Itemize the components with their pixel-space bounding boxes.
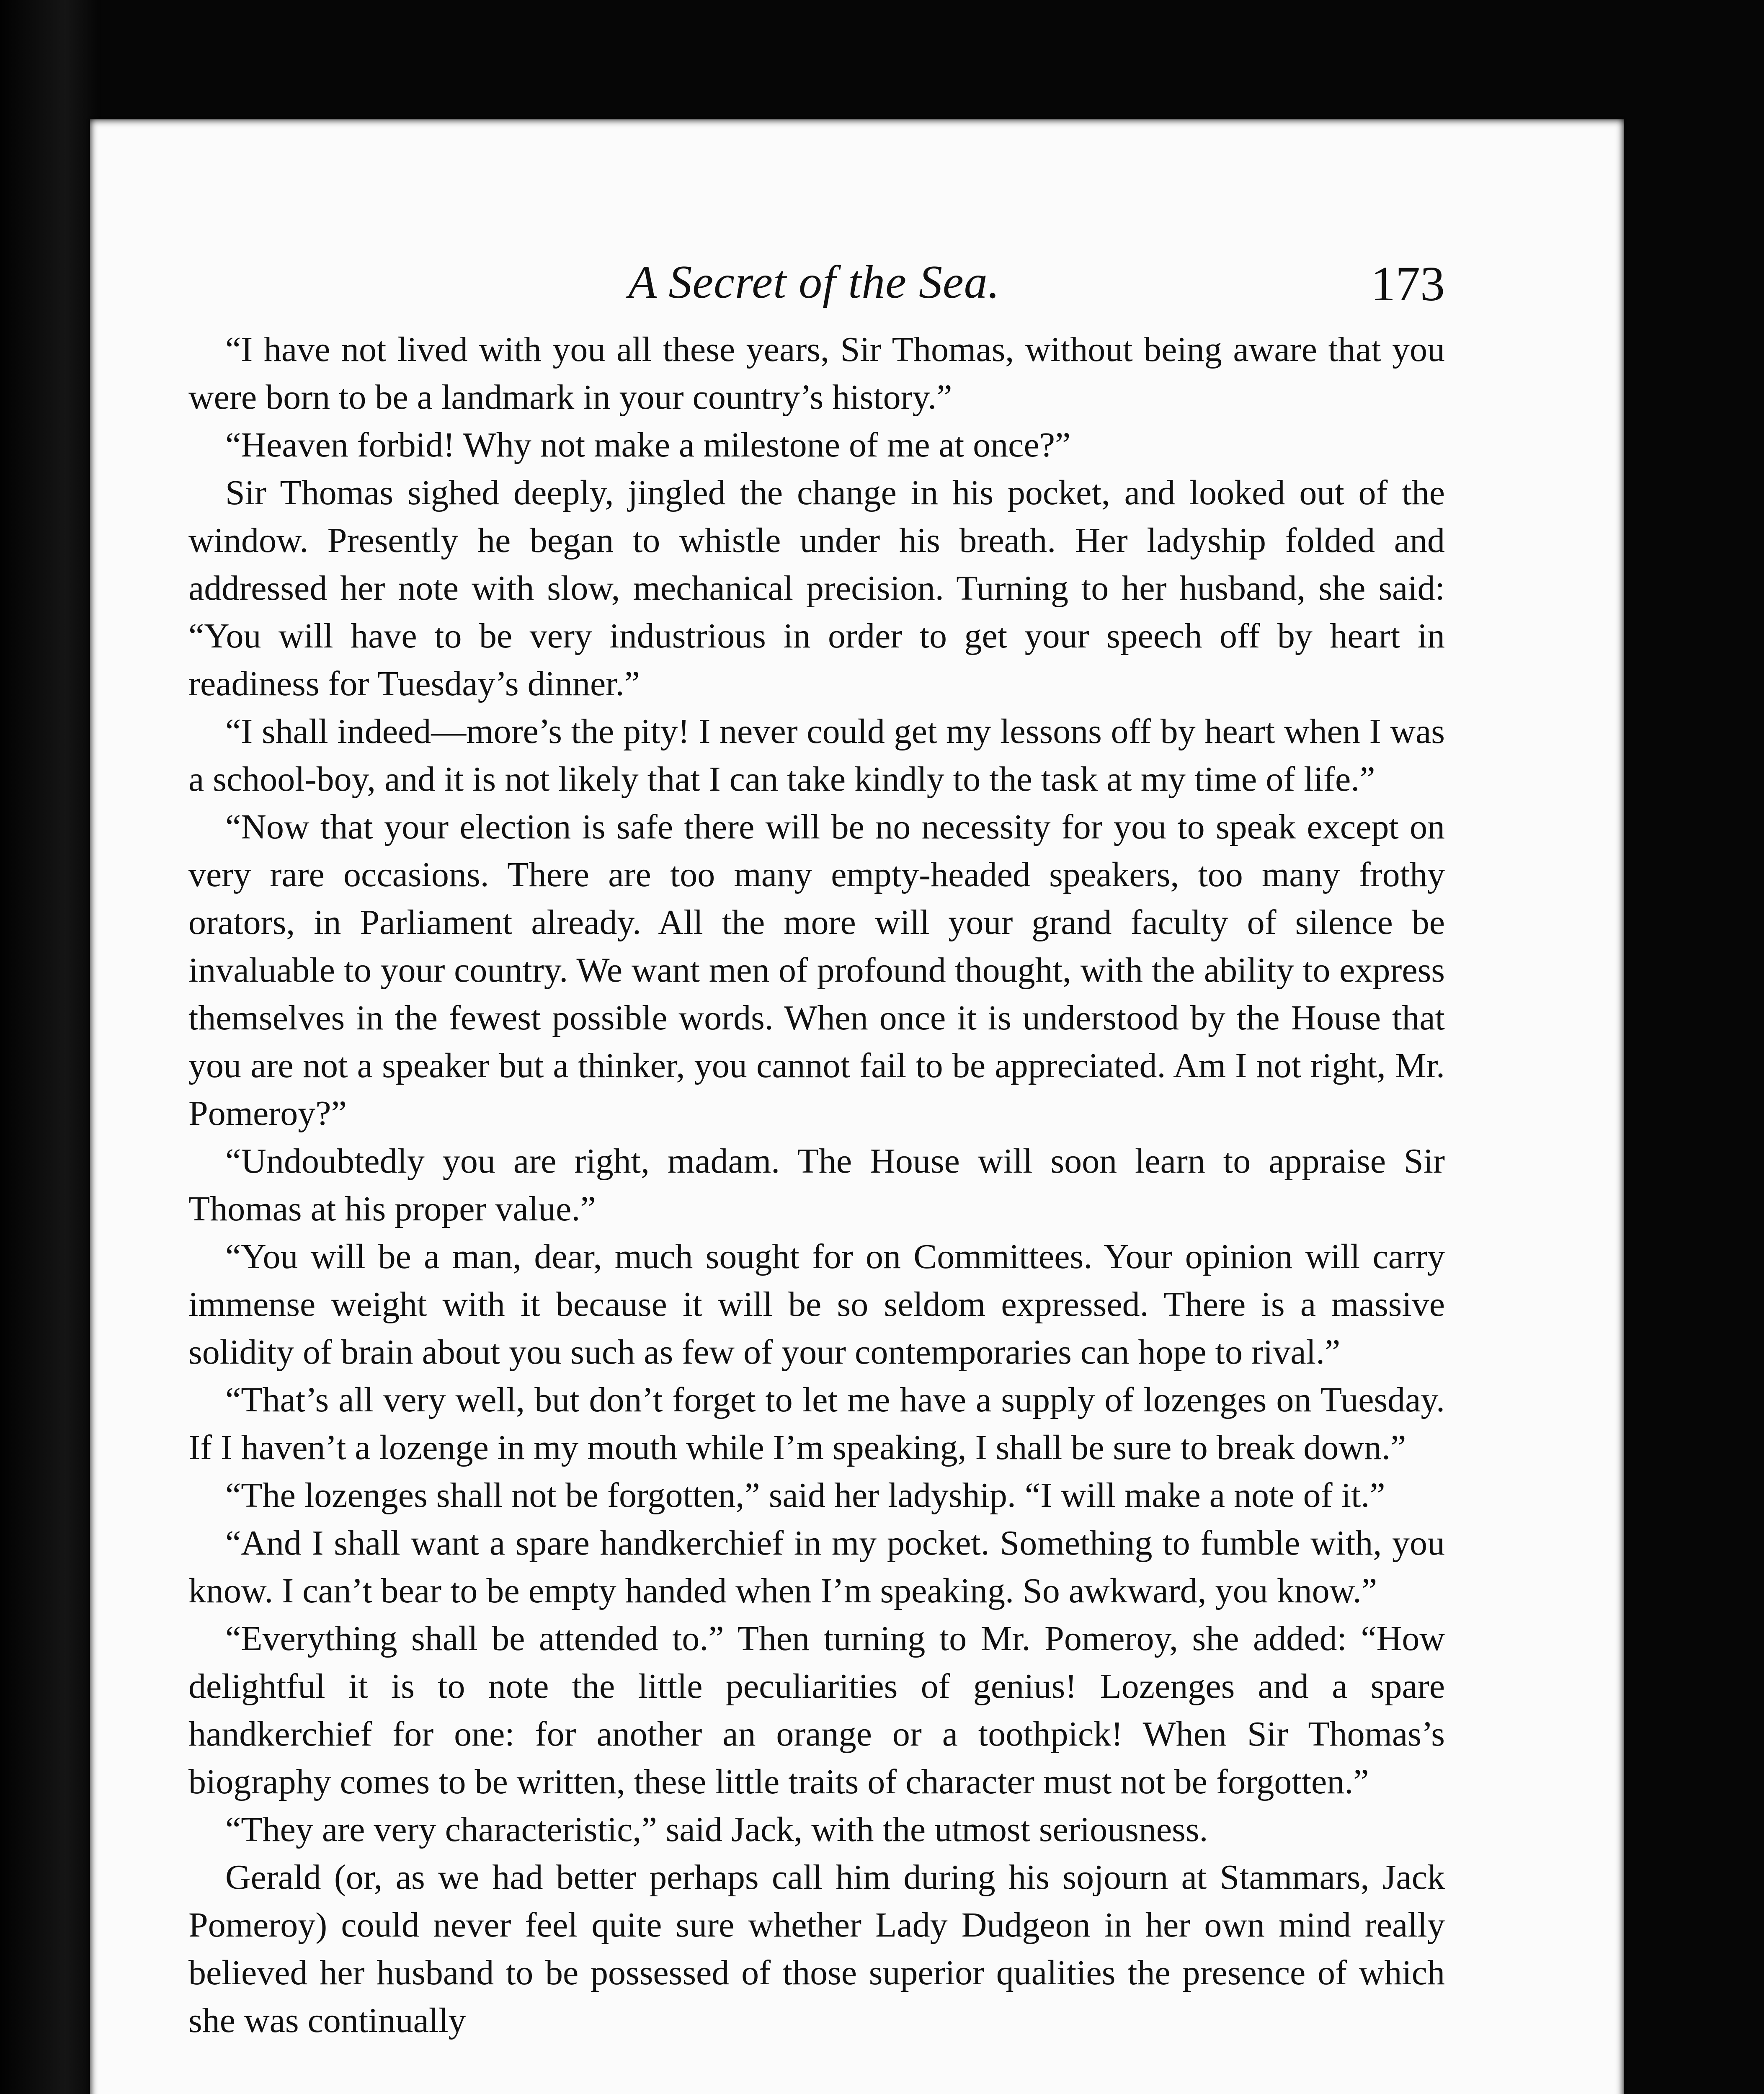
body-text	[188, 326, 1445, 2045]
paragraph: “The lozenges shall not be forgotten,” said her ladyship. “I will make a note of it.”	[225, 1476, 1385, 1515]
paragraph: “I shall indeed—more’s the pity! I never could get my lessons off by heart when I was a school-boy, and it is not likely that I can take kindly to the task at my time of life.”	[188, 712, 1445, 799]
page-content	[188, 255, 1445, 2094]
paragraph: “Everything shall be attended to.” Then turning to Mr. Pomeroy, she added: “How delightful it is to note the little peculiarities of genius! Lozenges and a spare handkerchief for one: for another an orange or a toothpick! When Sir Thomas’s biography comes to be written, these little traits of character must not be forgotten.”	[188, 1619, 1445, 1801]
paragraph: “Undoubtedly you are right, madam. The House will soon learn to appraise Sir Thomas at his proper value.”	[188, 1142, 1445, 1228]
paragraph: “That’s all very well, but don’t forget to let me have a supply of lozenges on Tuesday. If I haven’t a lozenge in my mouth while I’m speaking, I shall be sure to break down.”	[188, 1380, 1445, 1467]
page-header	[188, 255, 1445, 318]
paragraph: “I have not lived with you all these years, Sir Thomas, without being aware that you were born to be a landmark in your country’s history.”	[188, 330, 1445, 417]
page-number: 173	[1371, 256, 1445, 311]
paragraph: “Heaven forbid! Why not make a milestone of me at once?”	[225, 426, 1071, 464]
paragraph: Gerald (or, as we had better perhaps call him during his sojourn at Stammars, Jack Pomeroy) could never feel quite sure whether Lady Dudgeon in her own mind really believed her husband to be possessed of those superior qualities the presence of which she was continually	[188, 1858, 1445, 2040]
paragraph: Sir Thomas sighed deeply, jingled the change in his pocket, and looked out of the window. Presently he began to whistle under his breath. Her ladyship folded and addressed her note with slow, mechanical precision. Turning to her husband, she said: “You will have to be very industrious in order to get your speech off by heart in readiness for Tuesday’s dinner.”	[188, 473, 1445, 703]
book-spine-shadow	[0, 0, 101, 2094]
paragraph: “Now that your election is safe there will be no necessity for you to speak except on very rare occasions. There are too many empty-headed speakers, too many frothy orators, in Parliament already. All the more will your grand faculty of silence be invaluable to your country. We want men of profound thought, with the ability to express themselves in the fewest possible words. When once it is understood by the House that you are not a speaker but a thinker, you cannot fail to be appreciated. Am I not right, Mr. Pomeroy?”	[188, 807, 1445, 1133]
paragraph: “You will be a man, dear, much sought for on Committees. Your opinion will carry immense weight with it because it will be so seldom expressed. There is a massive solidity of brain about you such as few of your contemporaries can hope to rival.”	[188, 1237, 1445, 1372]
running-title: A Secret of the Sea.	[628, 256, 1000, 308]
paragraph: “They are very characteristic,” said Jack, with the utmost seriousness.	[225, 1810, 1208, 1849]
paragraph: “And I shall want a spare handkerchief in my pocket. Something to fumble with, you know. I can’t bear to be empty handed when I’m speaking. So awkward, you know.”	[188, 1524, 1445, 1610]
printed-page	[90, 119, 1624, 2094]
